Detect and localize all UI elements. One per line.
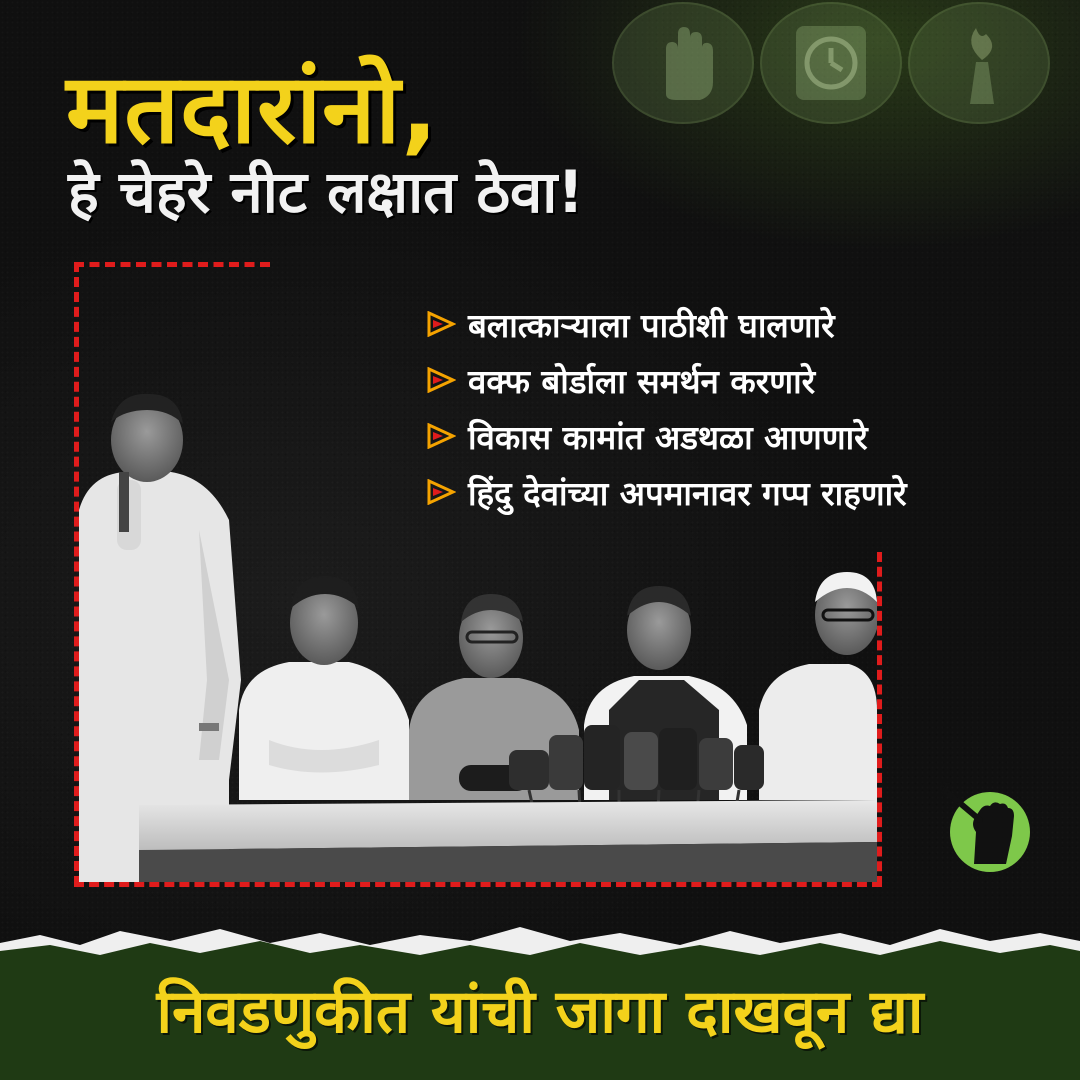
frame-bottom-dash <box>74 882 882 887</box>
bullet-text: हिंदु देवांच्या अपमानावर गप्प राहणारे <box>468 473 907 513</box>
frame-top-dash <box>74 262 270 267</box>
raised-fist-icon <box>940 780 1036 876</box>
bullet-item <box>426 296 907 352</box>
bullet-text: वक्फ बोर्डाला समर्थन करणारे <box>468 361 816 401</box>
party-logo-hand-icon <box>612 2 754 124</box>
frame-right-dash <box>877 552 882 886</box>
footer-call-to-action: निवडणुकीत यांची जागा दाखवून द्या <box>156 977 924 1047</box>
press-table <box>139 800 877 850</box>
press-conference-photo <box>79 380 877 882</box>
seated-person-4 <box>759 572 877 800</box>
headline-subtitle: हे चेहरे नीट लक्षात ठेवा! <box>68 158 584 226</box>
party-logo-torch-icon <box>908 2 1050 124</box>
party-logo-clock-icon <box>760 2 902 124</box>
triangle-bullet-icon <box>426 311 456 337</box>
bullet-text: बलात्काऱ्याला पाठीशी घालणारे <box>468 305 835 345</box>
seated-person-1 <box>239 576 409 800</box>
headline-title: मतदारांनो, <box>66 53 439 165</box>
bullet-text: विकास कामांत अडथळा आणणारे <box>468 417 868 457</box>
